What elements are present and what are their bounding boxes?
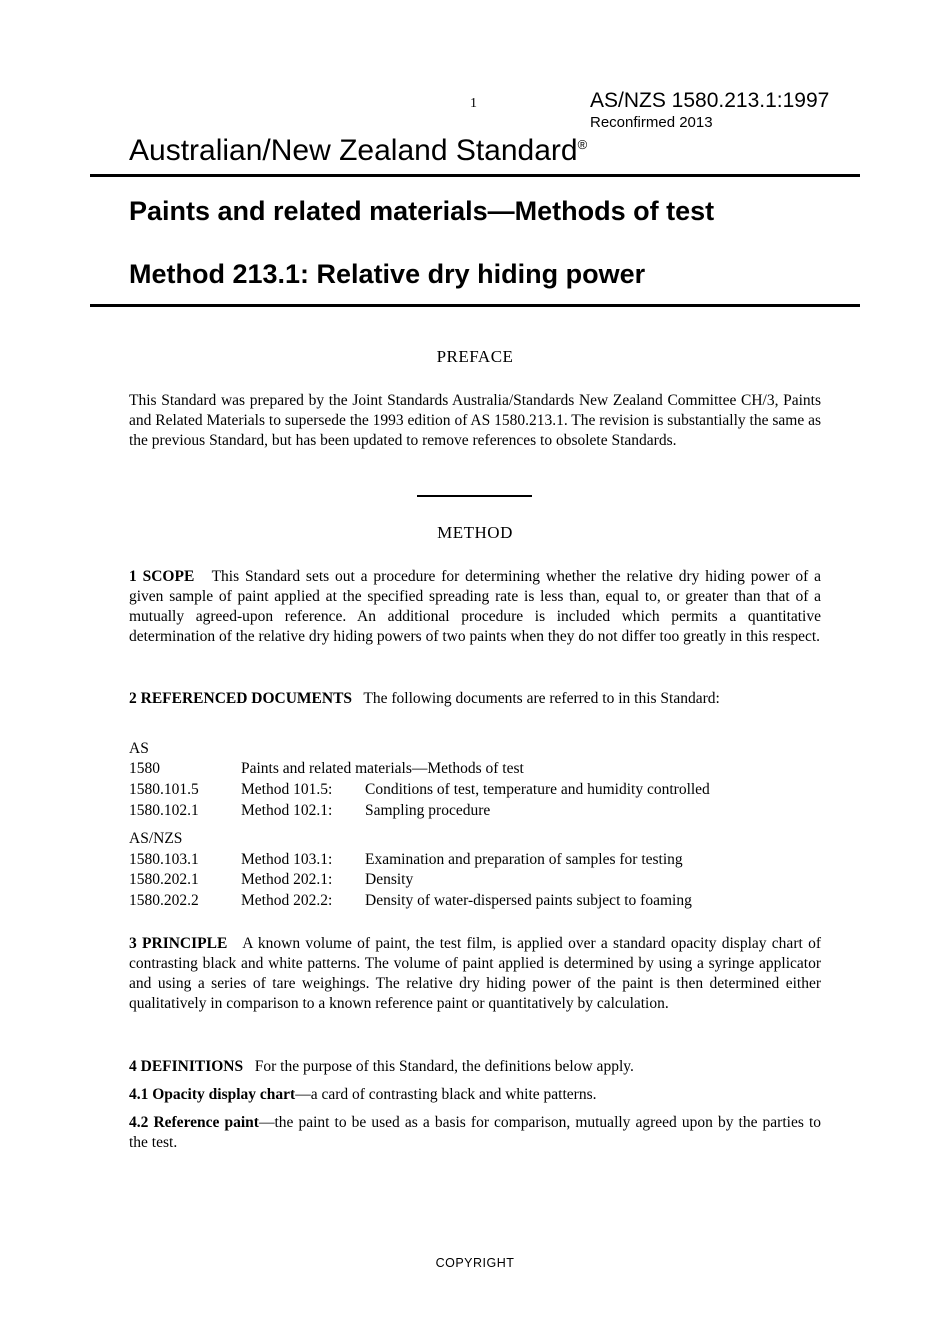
copyright-footer: COPYRIGHT (435, 1256, 515, 1270)
definition-reference-paint (129, 1113, 821, 1153)
standard-organization (129, 134, 587, 168)
scope-clause (129, 567, 821, 647)
ref-code: 1580.202.2 (129, 892, 199, 909)
ref-method: Method 202.2: (241, 892, 333, 909)
definition-text: —the paint to be used as a basis for comparison, mutually agreed upon by the parties to the test. (129, 1114, 821, 1151)
page-number: 1 (470, 96, 477, 111)
ref-title: Density of water-dispersed paints subject to foaming (365, 892, 692, 909)
definition-term: 4.2 Reference paint (129, 1114, 259, 1131)
ref-row (129, 870, 413, 890)
ref-title: Examination and preparation of samples for testing (365, 851, 683, 868)
title-rule-top (90, 174, 860, 177)
definition-opacity-chart (129, 1085, 821, 1105)
ref-row (129, 780, 710, 800)
ref-title: Paints and related materials—Methods of test (241, 760, 524, 777)
method-heading: METHOD (437, 523, 513, 542)
ref-group-as: AS (129, 740, 149, 757)
ref-code: 1580 (129, 760, 160, 777)
organization-name: Australian/New Zealand Standard (129, 134, 578, 167)
definition-term: 4.1 Opacity display chart (129, 1086, 296, 1103)
principle-text: A known volume of paint, the test film, is applied over a standard opacity display chart of contrasting black and white patterns. The volume of paint applied is determined by using a syringe applicator and using a series of tare weighings. The relative dry hiding power of the paint is then determined either qualitatively in comparison to a known reference paint or quantitatively by calculation. (129, 935, 821, 1012)
ref-title: Density (365, 871, 414, 888)
section-separator (417, 495, 532, 497)
reconfirmed-note: Reconfirmed 2013 (590, 114, 713, 131)
ref-code: 1580.101.5 (129, 781, 199, 798)
definitions-clause (129, 1057, 821, 1077)
preface-heading: PREFACE (436, 347, 514, 366)
document-title: Paints and related materials—Methods of test (129, 196, 715, 226)
ref-method: Method 103.1: (241, 851, 333, 868)
refdocs-text: The following documents are referred to in this Standard: (363, 690, 720, 707)
preface-text: This Standard was prepared by the Joint Standards Australia/Standards New Zealand Committee CH/3, Paints and Related Materials to supersede the 1993 edition of AS 1580.213.1. The revision is substantially the same as the previous Standard, but has been updated to remove references to obsolete Standards. (129, 392, 821, 449)
ref-row (129, 801, 490, 821)
definitions-label: 4 DEFINITIONS (129, 1058, 244, 1075)
ref-row (129, 850, 683, 870)
principle-label: 3 PRINCIPLE (129, 935, 228, 952)
ref-code: 1580.103.1 (129, 851, 199, 868)
registered-mark: ® (577, 137, 588, 152)
method-title: Method 213.1: Relative dry hiding power (129, 259, 646, 289)
ref-method: Method 102.1: (241, 802, 333, 819)
ref-method: Method 101.5: (241, 781, 333, 798)
ref-title: Sampling procedure (365, 802, 491, 819)
ref-row (129, 891, 692, 911)
ref-method: Method 202.1: (241, 871, 333, 888)
scope-label: 1 SCOPE (129, 568, 195, 585)
standard-code: AS/NZS 1580.213.1:1997 (590, 89, 830, 112)
referenced-documents-clause (129, 689, 821, 709)
title-rule-bottom (90, 304, 860, 307)
refdocs-label: 2 REFERENCED DOCUMENTS (129, 690, 353, 707)
ref-group-asnzs: AS/NZS (129, 830, 183, 847)
ref-row (129, 759, 524, 779)
scope-text: This Standard sets out a procedure for determining whether the relative dry hiding power of a given sample of paint applied at the specified spreading rate is less than, equal to, or greater than that of a mutually agreed-upon reference. An additional procedure is included which permits a quantitative determination of the relative dry hiding powers of two paints when they do not differ too greatly in this respect. (129, 568, 821, 645)
ref-title: Conditions of test, temperature and humidity controlled (365, 781, 710, 798)
ref-code: 1580.102.1 (129, 802, 199, 819)
definition-text: —a card of contrasting black and white patterns. (295, 1086, 597, 1103)
principle-clause (129, 934, 821, 1014)
definitions-text: For the purpose of this Standard, the definitions below apply. (254, 1058, 634, 1075)
ref-code: 1580.202.1 (129, 871, 199, 888)
